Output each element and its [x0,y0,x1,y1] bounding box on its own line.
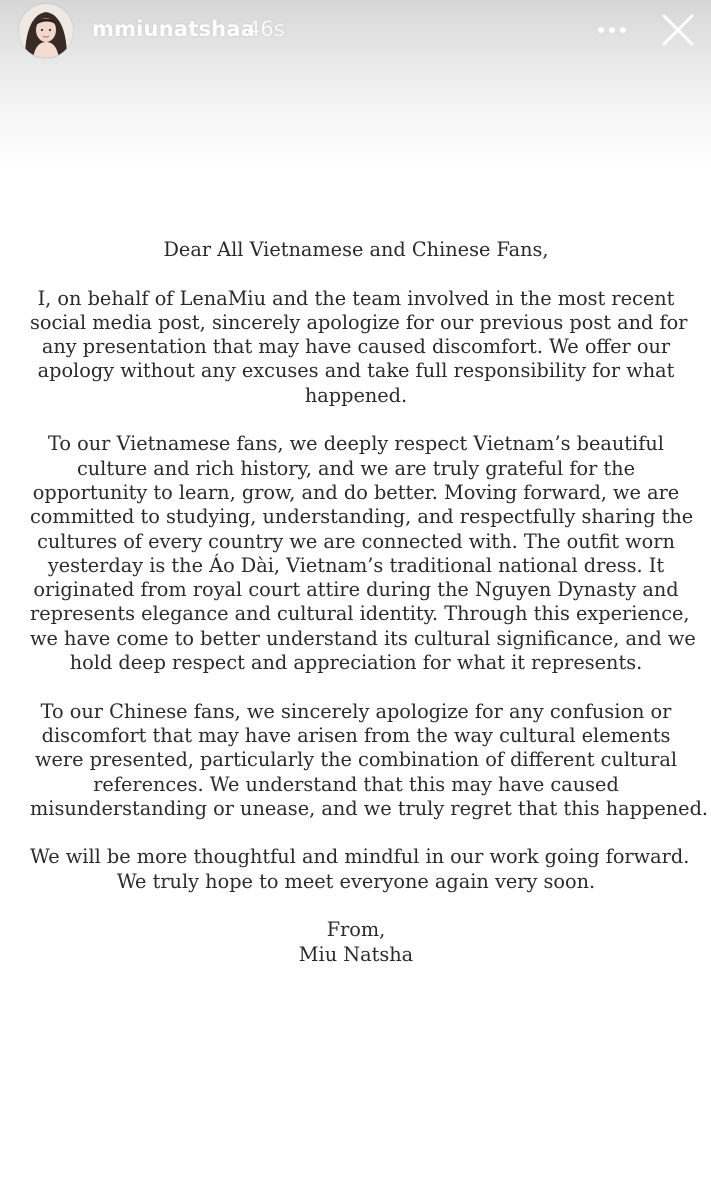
text-line: references. We understand that this may have caused [93,772,619,796]
text-line: committed to studying, understanding, and respectfully sharing the [30,505,694,529]
letter-salutation [30,238,682,262]
letter-paragraph-1 [30,286,688,408]
text-line: originated from royal court attire during the Nguyen Dynasty and [33,578,679,602]
story-username[interactable]: mmiunatshaa [92,17,256,41]
text-line: discomfort that may have arisen from the way cultural elements [41,723,671,747]
letter-paragraph-4 [30,845,690,894]
text-line: Dear All Vietnamese and Chinese Fans, [163,238,549,261]
text-line: I, on behalf of LenaMiu and the team involved in the most recent [37,286,675,310]
text-line: culture and rich history, and we are truly grateful for the [76,456,636,480]
text-line: We truly hope to meet everyone again very soon. [116,869,596,893]
letter-paragraph-3 [30,699,709,821]
text-line: opportunity to learn, grow, and do better. Moving forward, we are [32,480,680,504]
letter-signature-block [30,918,682,967]
text-line: happened. [304,383,408,407]
text-line: apology without any excuses and take full responsibility for what [37,359,675,383]
user-avatar[interactable] [19,4,73,58]
text-line: hold deep respect and appreciation for what it represents. [69,651,643,675]
close-story-button[interactable] [656,8,700,52]
text-line: yesterday is the Áo Dài, Vietnam’s traditional national dress. It [47,553,665,577]
letter-closing: From, [326,918,386,942]
text-line: cultures of every country we are connected with. The outfit worn [37,529,675,553]
apology-letter [30,238,709,967]
more-horizontal-icon [597,26,627,34]
text-line: To our Vietnamese fans, we deeply respect Vietnam’s beautiful [48,432,664,456]
story-timestamp: 46s [247,17,285,41]
text-line: social media post, sincerely apologize for our previous post and for [30,310,688,334]
letter-paragraph-2 [30,432,696,675]
text-line: we have come to better understand its cultural significance, and we [30,626,696,650]
text-line: To our Chinese fans, we sincerely apologize for any confusion or [40,699,672,723]
letter-signature: Miu Natsha [298,942,414,966]
close-icon [661,13,695,47]
story-header [0,0,711,170]
text-line: any presentation that may have caused discomfort. We offer our [41,335,671,359]
text-line: misunderstanding or unease, and we truly regret that this happened. [30,796,709,820]
avatar-icon [19,4,73,58]
text-line: represents elegance and cultural identity. Through this experience, [30,602,690,626]
text-line: were presented, particularly the combination of different cultural [34,748,678,772]
text-line: We will be more thoughtful and mindful in our work going forward. [30,845,690,869]
more-options-button[interactable] [592,14,632,46]
